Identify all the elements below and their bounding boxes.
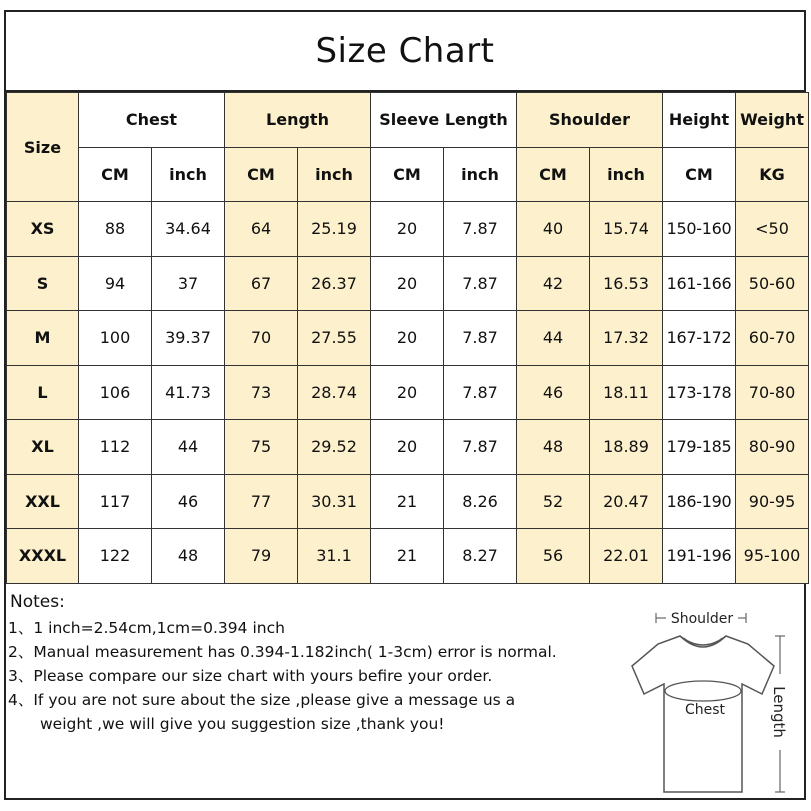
table-cell: 30.31	[298, 474, 371, 529]
table-row	[7, 474, 809, 529]
size-label: XL	[7, 420, 79, 475]
table-row	[7, 529, 809, 584]
header-row-groups	[7, 93, 809, 148]
notes-section	[8, 592, 628, 736]
table-cell: 64	[225, 202, 298, 257]
table-cell: 95-100	[736, 529, 809, 584]
table-cell: 18.11	[590, 365, 663, 420]
notes-title: Notes:	[10, 592, 65, 612]
table-cell: 25.19	[298, 202, 371, 257]
table-cell: 16.53	[590, 256, 663, 311]
table-cell: 150-160	[663, 202, 736, 257]
table-cell: 41.73	[152, 365, 225, 420]
size-label: XXL	[7, 474, 79, 529]
size-rows	[7, 202, 809, 584]
table-cell: 28.74	[298, 365, 371, 420]
unit-header: inch	[444, 147, 517, 202]
note-line: 1、1 inch=2.54cm,1cm=0.394 inch	[8, 619, 285, 637]
table-row	[7, 420, 809, 475]
table-cell: 50-60	[736, 256, 809, 311]
table-cell: 8.26	[444, 474, 517, 529]
height-header: Height	[663, 93, 736, 148]
sleeve-length-header: Sleeve Length	[371, 93, 517, 148]
note-line: 2、Manual measurement has 0.394-1.182inch( 1-3cm) error is normal.	[8, 643, 557, 661]
length-label: Length	[770, 686, 788, 738]
unit-header: inch	[152, 147, 225, 202]
note-line: weight ,we will give you suggestion size ,thank you!	[40, 715, 445, 733]
unit-header: CM	[225, 147, 298, 202]
table-cell: 77	[225, 474, 298, 529]
table-cell: 79	[225, 529, 298, 584]
table-cell: 46	[152, 474, 225, 529]
table-row	[7, 311, 809, 366]
unit-header: CM	[663, 147, 736, 202]
table-cell: 80-90	[736, 420, 809, 475]
table-cell: 186-190	[663, 474, 736, 529]
table-cell: 90-95	[736, 474, 809, 529]
chest-header: Chest	[79, 93, 225, 148]
table-cell: 106	[79, 365, 152, 420]
table-cell: 20	[371, 202, 444, 257]
table-cell: 15.74	[590, 202, 663, 257]
unit-header: CM	[517, 147, 590, 202]
note-line: 3、Please compare our size chart with yours befire your order.	[8, 667, 493, 685]
table-cell: 21	[371, 529, 444, 584]
table-cell: 44	[517, 311, 590, 366]
size-chart-frame	[4, 10, 806, 800]
size-table	[6, 92, 809, 584]
table-cell: 7.87	[444, 311, 517, 366]
table-cell: 60-70	[736, 311, 809, 366]
unit-header: inch	[590, 147, 663, 202]
table-cell: 40	[517, 202, 590, 257]
table-cell: 48	[152, 529, 225, 584]
unit-header: CM	[79, 147, 152, 202]
shoulder-label: Shoulder	[670, 611, 734, 627]
table-cell: 37	[152, 256, 225, 311]
table-cell: 20	[371, 311, 444, 366]
table-cell: 7.87	[444, 202, 517, 257]
title-band	[6, 12, 804, 92]
table-cell: 27.55	[298, 311, 371, 366]
table-cell: 122	[79, 529, 152, 584]
table-cell: 48	[517, 420, 590, 475]
table-cell: 29.52	[298, 420, 371, 475]
length-header: Length	[225, 93, 371, 148]
unit-header: KG	[736, 147, 809, 202]
table-cell: 7.87	[444, 365, 517, 420]
table-cell: 52	[517, 474, 590, 529]
table-cell: 20	[371, 420, 444, 475]
table-cell: 191-196	[663, 529, 736, 584]
table-cell: 7.87	[444, 256, 517, 311]
table-cell: 20	[371, 365, 444, 420]
tshirt-diagram	[618, 596, 808, 796]
table-row	[7, 256, 809, 311]
size-label: M	[7, 311, 79, 366]
table-cell: 46	[517, 365, 590, 420]
size-header: Size	[7, 93, 79, 202]
table-cell: 31.1	[298, 529, 371, 584]
table-cell: 56	[517, 529, 590, 584]
table-cell: <50	[736, 202, 809, 257]
table-cell: 94	[79, 256, 152, 311]
table-cell: 7.87	[444, 420, 517, 475]
tshirt-icon	[618, 596, 808, 796]
size-label: XXXL	[7, 529, 79, 584]
shoulder-header: Shoulder	[517, 93, 663, 148]
table-cell: 161-166	[663, 256, 736, 311]
table-cell: 39.37	[152, 311, 225, 366]
table-row	[7, 365, 809, 420]
table-cell: 167-172	[663, 311, 736, 366]
chest-label: Chest	[684, 702, 726, 718]
unit-header: inch	[298, 147, 371, 202]
size-label: XS	[7, 202, 79, 257]
table-row	[7, 202, 809, 257]
table-cell: 75	[225, 420, 298, 475]
table-cell: 20	[371, 256, 444, 311]
table-cell: 17.32	[590, 311, 663, 366]
table-cell: 26.37	[298, 256, 371, 311]
table-cell: 70-80	[736, 365, 809, 420]
table-cell: 112	[79, 420, 152, 475]
note-line: 4、If you are not sure about the size ,please give a message us a	[8, 691, 516, 709]
table-cell: 117	[79, 474, 152, 529]
weight-header: Weight	[736, 93, 809, 148]
table-cell: 100	[79, 311, 152, 366]
table-cell: 173-178	[663, 365, 736, 420]
table-cell: 179-185	[663, 420, 736, 475]
header-row-units	[7, 147, 809, 202]
table-cell: 44	[152, 420, 225, 475]
table-cell: 21	[371, 474, 444, 529]
table-cell: 18.89	[590, 420, 663, 475]
table-cell: 42	[517, 256, 590, 311]
table-cell: 88	[79, 202, 152, 257]
table-cell: 34.64	[152, 202, 225, 257]
table-cell: 22.01	[590, 529, 663, 584]
unit-header: CM	[371, 147, 444, 202]
size-label: S	[7, 256, 79, 311]
table-cell: 70	[225, 311, 298, 366]
page-title: Size Chart	[315, 31, 495, 71]
table-cell: 8.27	[444, 529, 517, 584]
table-cell: 20.47	[590, 474, 663, 529]
table-cell: 73	[225, 365, 298, 420]
size-label: L	[7, 365, 79, 420]
table-cell: 67	[225, 256, 298, 311]
